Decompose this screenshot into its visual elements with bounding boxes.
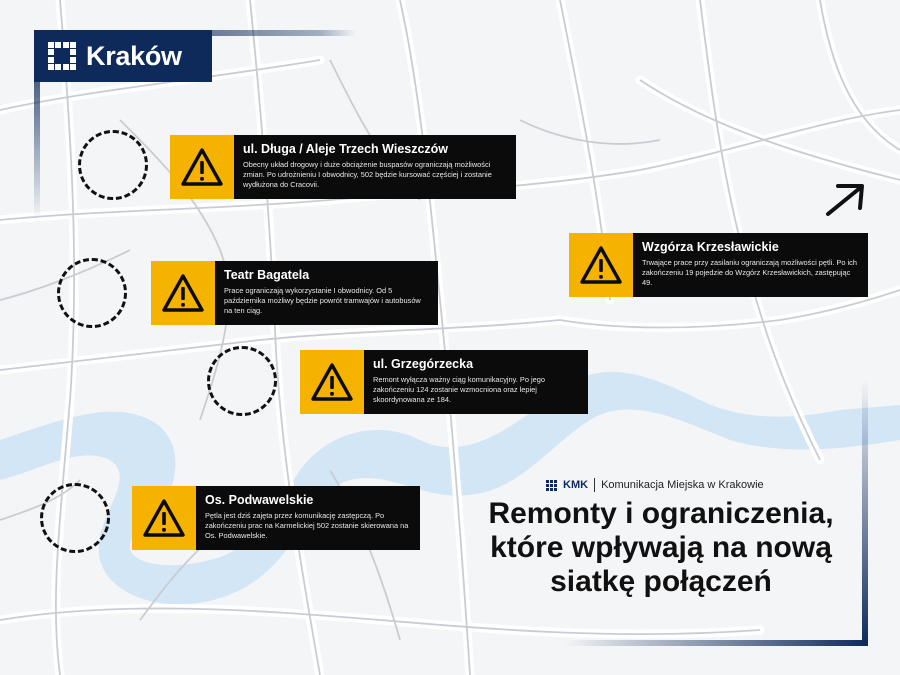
card-description: Trwające prace przy zasilaniu ograniczają możliwości pętli. Po ich zakończeniu 19 pojedzie do Wzgórz Krzesławickich, zastępując 49.	[642, 258, 857, 287]
warning-triangle-icon	[132, 486, 196, 550]
info-card-dluga	[170, 135, 516, 199]
card-title: Teatr Bagatela	[224, 268, 310, 282]
warning-triangle-icon	[300, 350, 364, 414]
location-marker-circle	[78, 130, 148, 200]
logo-text: Kraków	[86, 40, 182, 71]
kmk-branding	[546, 478, 764, 492]
card-description: Prace ograniczają wykorzystanie I obwodnicy. Od 5 października możliwy będzie powrót tramwajów i autobusów na ten ciąg.	[224, 286, 421, 315]
arrow-up-right-icon	[822, 180, 868, 220]
location-marker-circle	[207, 346, 277, 416]
kmk-full-name: Komunikacja Miejska w Krakowie	[601, 479, 764, 491]
card-description: Pętla jest dziś zajęta przez komunikację zastępczą. Po zakończeniu prac na Karmelickiej 502 zostanie skierowana na Os. Podwawelskie.	[205, 511, 409, 540]
card-description: Obecny układ drogowy i duże obciążenie buspasów ograniczają możliwości zmian. Po udrożnieniu I obwodnicy, 502 będzie kursować częściej i zostanie wydłużona do Cracovii.	[243, 160, 492, 189]
krakow-logo-mark-icon	[48, 42, 76, 70]
headline-line: które wpływają na nową	[490, 531, 832, 564]
info-card-podwawelskie	[132, 486, 420, 550]
card-title: ul. Grzegórzecka	[373, 357, 474, 371]
headline-line: Remonty i ograniczenia,	[488, 497, 834, 530]
divider	[594, 478, 595, 492]
info-card-grzegorzecka	[300, 350, 588, 414]
headline-line: siatkę połączeń	[550, 565, 772, 598]
card-title: Os. Podwawelskie	[205, 493, 314, 507]
card-title: Wzgórza Krzesławickie	[642, 240, 779, 254]
info-card-bagatela	[151, 261, 438, 325]
location-marker-circle	[57, 258, 127, 328]
kmk-abbreviation: KMK	[563, 479, 589, 491]
warning-triangle-icon	[569, 233, 633, 297]
krakow-logo	[34, 30, 212, 82]
card-description: Remont wyłącza ważny ciąg komunikacyjny. Po jego zakończeniu 124 zostanie wzmocniona oraz lepiej skoordynowana ze 184.	[373, 375, 545, 404]
card-title: ul. Długa / Aleje Trzech Wieszczów	[243, 142, 449, 156]
warning-triangle-icon	[151, 261, 215, 325]
page-headline	[470, 497, 852, 599]
kmk-logo-icon	[546, 480, 557, 491]
location-marker-circle	[40, 483, 110, 553]
info-card-krzeslawickie	[569, 233, 868, 297]
warning-triangle-icon	[170, 135, 234, 199]
